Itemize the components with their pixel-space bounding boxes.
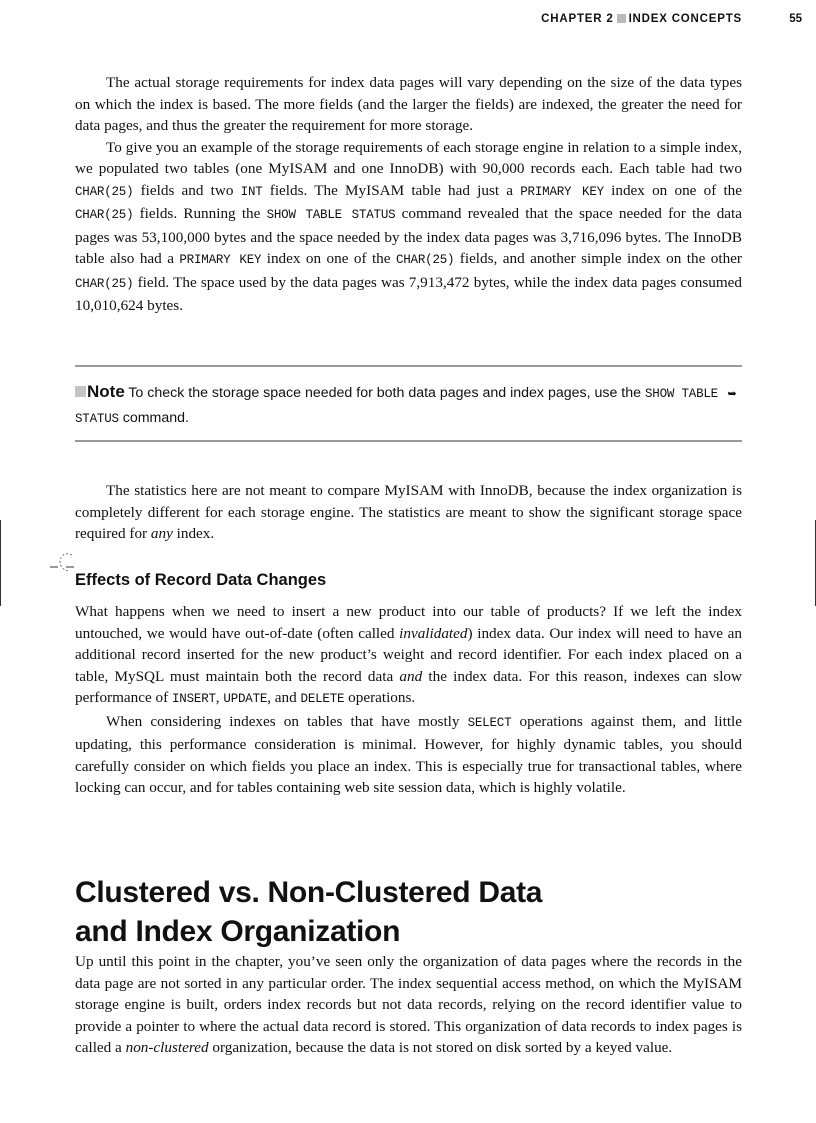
continuation-arrow-icon: ➥ [727,387,737,400]
paragraph-4: What happens when we need to insert a new product into our table of products? If we left the index untouched, we would have out-of-date (often called invalidated) index data. Our index will need to have an additional record inserted for the new product’s weight and record identifier. For each index placed on a table, MySQL must maintain both the record data and the index data. For this reason, indexes can slow performance of INSERT, UPDATE, and DELETE operations. [75,603,742,706]
square-bullet-icon [617,14,626,23]
inline-code: PRIMARY KEY [520,184,604,199]
paragraph-5: When considering indexes on tables that have mostly SELECT operations against them, and little updating, this performance consideration is minimal. However, for highly dynamic tables, you should carefully consider on which fields you place an index. This is especially true for transactional tables, where locking can occur, and for tables containing web site session data, which is highly volatile. [75,712,743,796]
note-bottom-rule [75,440,742,442]
paragraph-1: The actual storage requirements for index data pages will vary depending on the size of the data types on which the index is based. The more fields (and the larger the fields) are indexed, the greater the need for data pages, and thus the greater the requirement for more storage. [75,74,742,134]
clustered-block [75,951,742,1059]
header-chapter [541,13,742,25]
inline-code: STATUS [75,412,119,426]
inline-code: CHAR(25) [75,208,134,222]
paragraph-2: To give you an example of the storage requirements of each storage engine in relation to a simple index, we populated two tables (one MyISAM and one InnoDB) with 90,000 records each. Each table had two CHAR(25) fields and two INT fields. The MyISAM table had just a PRIMARY KEY index on one of the CHAR(25) fields. Running the SHOW TABLE STATUS command revealed that the space needed for the data pages was 53,100,000 bytes and the space needed by the index data pages was 3,716,096 bytes. The InnoDB table also had a PRIMARY KEY index on one of the CHAR(25) fields, and another simple index on the other CHAR(25) field. The space used by the data pages was 7,913,472 bytes, while the index data pages consumed 10,010,624 bytes. [75,138,743,314]
note-label: Note [87,382,125,401]
inline-code: SHOW TABLE [644,387,718,401]
emphasis: and [399,667,423,685]
inline-code: DELETE [300,692,345,706]
inline-code: CHAR(25) [395,253,455,267]
registration-mark-icon [48,551,76,571]
note-box [75,380,742,431]
crop-mark-left [0,520,1,606]
inline-code: INT [240,184,263,199]
title-line-2: and Index Organization [75,915,401,948]
page-number: 55 [789,13,802,25]
note-top-rule [75,365,742,367]
section-heading: Effects of Record Data Changes [75,571,327,589]
note-marker-icon [75,386,86,397]
inline-code: PRIMARY KEY [179,253,262,267]
section-label: INDEX CONCEPTS [628,13,742,25]
effects-block [75,601,742,799]
stats-block [75,480,742,545]
emphasis: invalidated [399,624,468,642]
inline-code: CHAR(25) [75,184,134,199]
inline-code: INSERT [171,692,216,706]
inline-code: CHAR(25) [75,276,134,291]
inline-code: SHOW TABLE STATUS [266,208,396,222]
inline-code: SELECT [467,715,512,730]
chapter-label: CHAPTER 2 [541,13,614,25]
paragraph-3: The statistics here are not meant to compare MyISAM with InnoDB, because the index organization is completely different for each storage engine. The statistics are meant to show the significant storage space required for any index. [75,482,742,542]
note-text-end: command. [118,410,189,426]
emphasis: non-clustered [125,1039,209,1056]
paragraph-6: Up until this point in the chapter, you’ve seen only the organization of data pages where the records in the data page are not sorted in any particular order. The index sequential access method, on which the MyISAM storage engine is built, orders index records but not data records, relying on the record identifier value to provide a pointer to where the actual data record is stored. This organization of data records to index pages is called a non-clustered organization, because the data is not stored on disk sorted by a keyed value. [75,953,742,1056]
page-title [75,873,542,951]
inline-code: UPDATE [223,692,268,706]
title-line-1: Clustered vs. Non-Clustered Data [75,876,543,909]
note-text: To check the storage space needed for both data pages and index pages, use the [128,385,645,401]
intro-block [75,72,742,317]
emphasis: any [150,525,173,542]
running-header [0,13,816,33]
